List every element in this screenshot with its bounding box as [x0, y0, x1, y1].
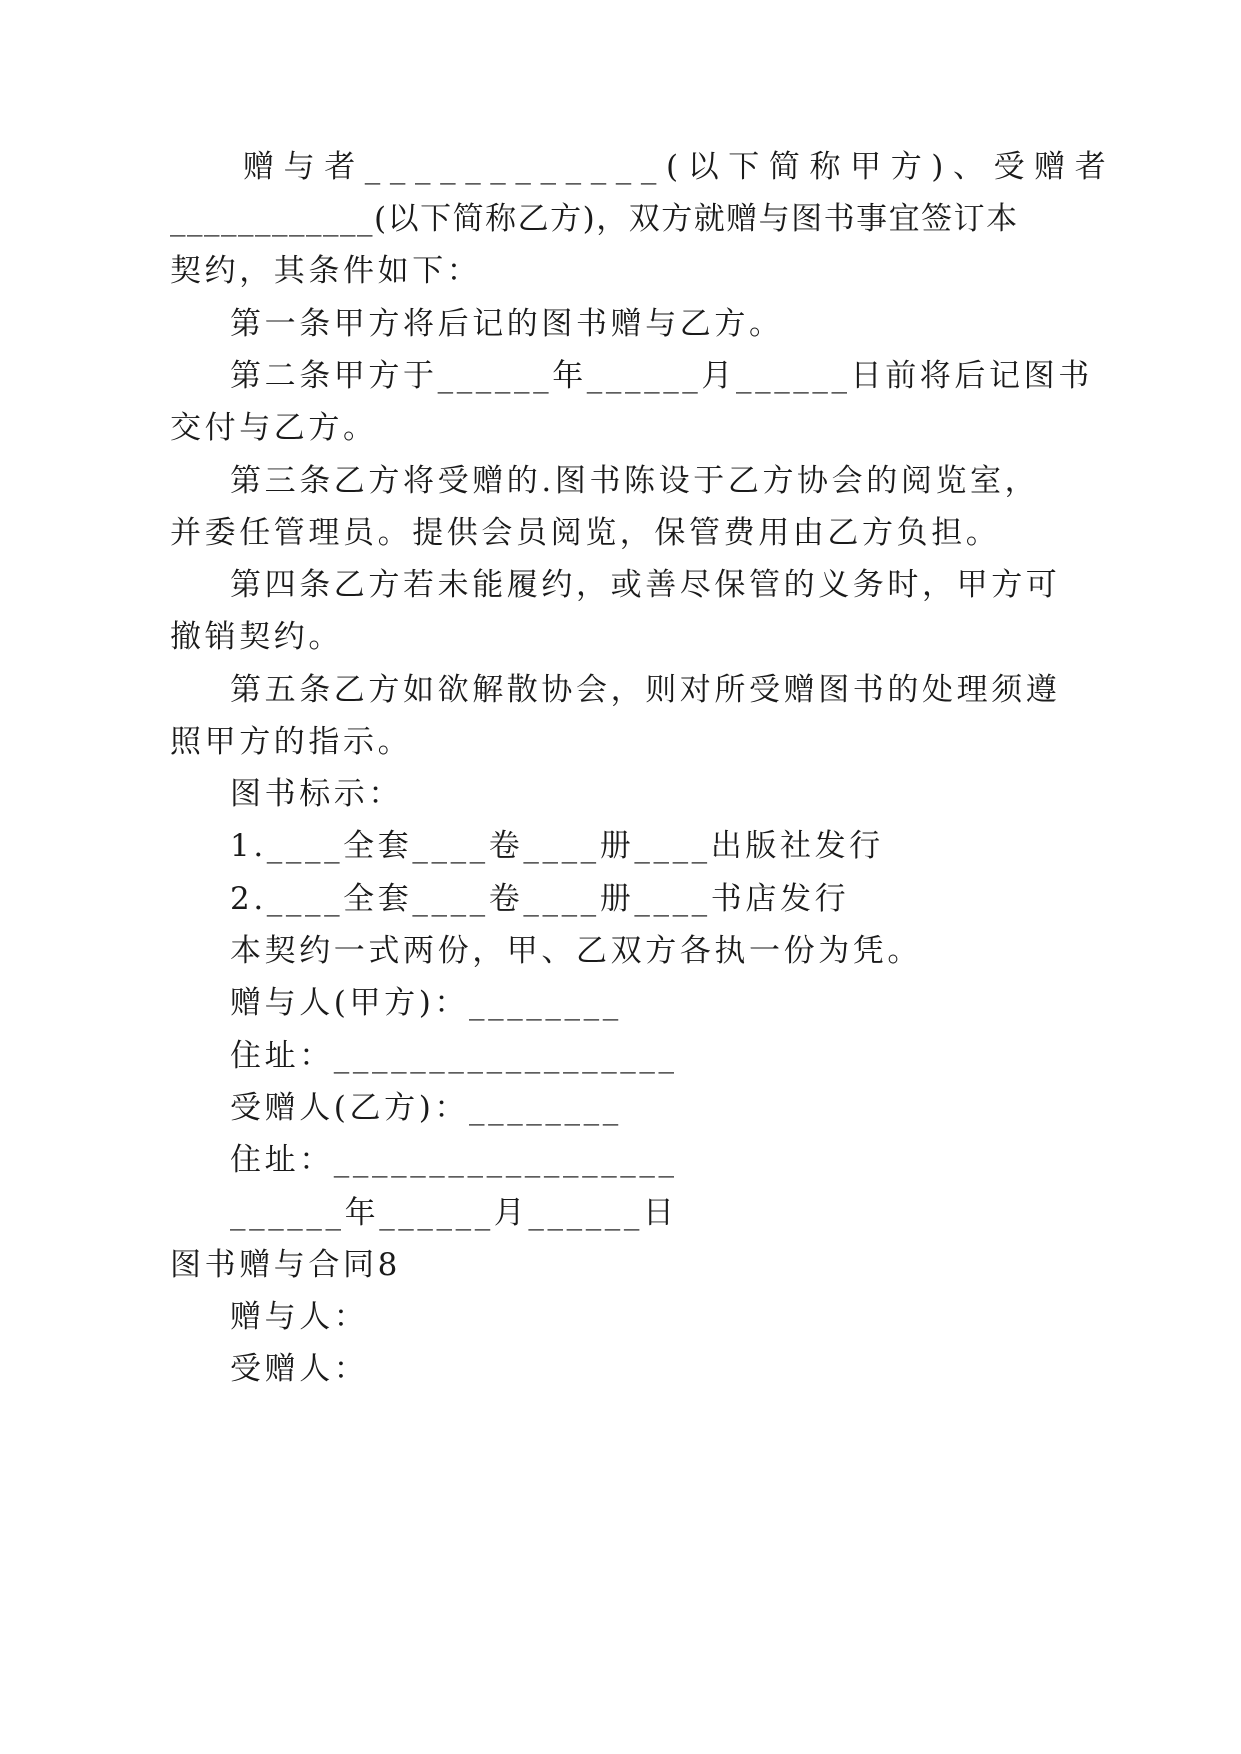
- article-3-line-1: 第三条乙方将受赠的.图书陈设于乙方协会的阅览室，: [230, 463, 1040, 499]
- donor-signature-line: 赠与人(甲方)：________: [230, 985, 622, 1021]
- contract-intro-line-2: ____________(以下简称乙方)，双方就赠与图书事宜签订本: [170, 201, 1019, 237]
- donor-address-line: 住址：__________________: [230, 1038, 678, 1074]
- section-title: 图书赠与合同8: [170, 1247, 401, 1283]
- article-3-line-2: 并委任管理员。提供会员阅览，保管费用由乙方负担。: [170, 515, 1001, 551]
- article-4-line-2: 撤销契约。: [170, 619, 343, 655]
- article-5-line-2: 照甲方的指示。: [170, 724, 413, 760]
- date-line: ______年______月______日: [230, 1195, 678, 1231]
- book-list-item-1: 1.____全套____卷____册____出版社发行: [230, 828, 884, 864]
- article-2-line-1: 第二条甲方于______年______月______日前将后记图书: [230, 358, 1093, 394]
- book-list-item-2: 2.____全套____卷____册____书店发行: [230, 881, 850, 917]
- recipient-address-line: 住址：__________________: [230, 1142, 678, 1178]
- article-4-line-1: 第四条乙方若未能履约，或善尽保管的义务时，甲方可: [230, 567, 1061, 603]
- book-list-heading: 图书标示：: [230, 776, 403, 812]
- article-5-line-1: 第五条乙方如欲解散协会，则对所受赠图书的处理须遵: [230, 672, 1061, 708]
- recipient-label: 受赠人：: [230, 1351, 369, 1387]
- article-1: 第一条甲方将后记的图书赠与乙方。: [230, 306, 784, 342]
- article-2-line-2: 交付与乙方。: [170, 410, 378, 446]
- contract-intro-line-3: 契约，其条件如下：: [170, 253, 482, 289]
- contract-intro-line-1: 赠与者____________(以下简称甲方)、受赠者: [243, 149, 1116, 185]
- copies-clause: 本契约一式两份，甲、乙双方各执一份为凭。: [230, 933, 922, 969]
- recipient-signature-line: 受赠人(乙方)：________: [230, 1090, 622, 1126]
- donor-label: 赠与人：: [230, 1299, 369, 1335]
